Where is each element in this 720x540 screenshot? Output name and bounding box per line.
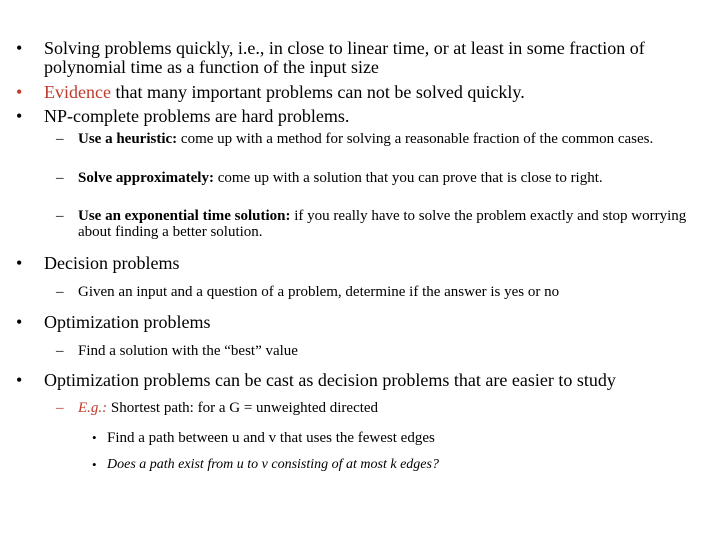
bullet-text: Decision problems (44, 253, 180, 273)
bullet-marker: • (16, 38, 23, 58)
dash-marker: – (56, 343, 64, 359)
dash-marker: – (56, 284, 64, 300)
bold-lead: Use a heuristic: (78, 131, 178, 147)
bullet-item (0, 313, 210, 332)
body-text: come up with a method for solving a reasonable fraction of the common cases. (177, 131, 654, 147)
bullet-item (0, 107, 349, 126)
dash-marker: – (56, 170, 64, 186)
bullet-marker: • (16, 370, 23, 390)
bullet-item (0, 254, 179, 273)
bullet-marker: • (16, 106, 23, 126)
sub-sub-bullet-item (0, 430, 435, 446)
body-text: Shortest path: for a G = unweighted directed (107, 400, 379, 416)
sub-sub-bullet-item (0, 457, 439, 473)
sub-bullet-text (78, 208, 708, 240)
bold-lead: Solve approximately: (78, 170, 214, 186)
bullet-item (0, 371, 616, 390)
sub-bullet-item (0, 284, 559, 300)
bullet-item (0, 39, 690, 77)
emphasis-text: E.g.: (78, 400, 108, 416)
sub-bullet-text (78, 131, 678, 147)
bullet-text: Solving problems quickly, i.e., in close to linear time, or at least in some fraction of polynomial time as a function of the input size (44, 38, 645, 77)
sub-sub-bullet-text: Find a path between u and v that uses the fewest edges (107, 430, 435, 446)
bullet-text: Optimization problems can be cast as decision problems that are easier to study (44, 370, 616, 390)
dash-marker: – (56, 208, 64, 224)
body-text: that many important problems can not be solved quickly. (110, 82, 525, 102)
dash-marker: – (56, 400, 64, 416)
emphasis-text: Evidence (44, 82, 111, 102)
sub-bullet-text: Given an input and a question of a problem, determine if the answer is yes or no (78, 284, 560, 300)
bullet-item (0, 83, 525, 102)
bullet-text: NP-complete problems are hard problems. (44, 106, 350, 126)
bullet-text: Optimization problems (44, 312, 211, 332)
body-text: come up with a solution that you can prove that is close to right. (213, 170, 603, 186)
bullet-text (44, 83, 525, 102)
dash-marker: – (56, 131, 64, 147)
bullet-marker: • (92, 457, 97, 472)
sub-bullet-item (0, 131, 678, 147)
bullet-marker: • (16, 253, 23, 273)
body-text: if you really have to solve the problem exactly and stop worrying about finding a better solution. (78, 208, 687, 240)
bullet-marker: • (16, 82, 23, 102)
sub-bullet-text: Find a solution with the “best” value (78, 343, 298, 359)
bold-lead: Use an exponential time solution: (78, 208, 291, 224)
sub-bullet-item (0, 343, 298, 359)
bullet-marker: • (16, 312, 23, 332)
sub-bullet-text (78, 170, 678, 186)
sub-bullet-item (0, 208, 708, 240)
sub-sub-bullet-text: Does a path exist from u to v consisting of at most k edges? (107, 457, 439, 472)
bullet-marker: • (92, 430, 97, 445)
sub-bullet-item (0, 170, 678, 186)
sub-bullet-text (78, 400, 378, 416)
sub-bullet-item (0, 400, 378, 416)
